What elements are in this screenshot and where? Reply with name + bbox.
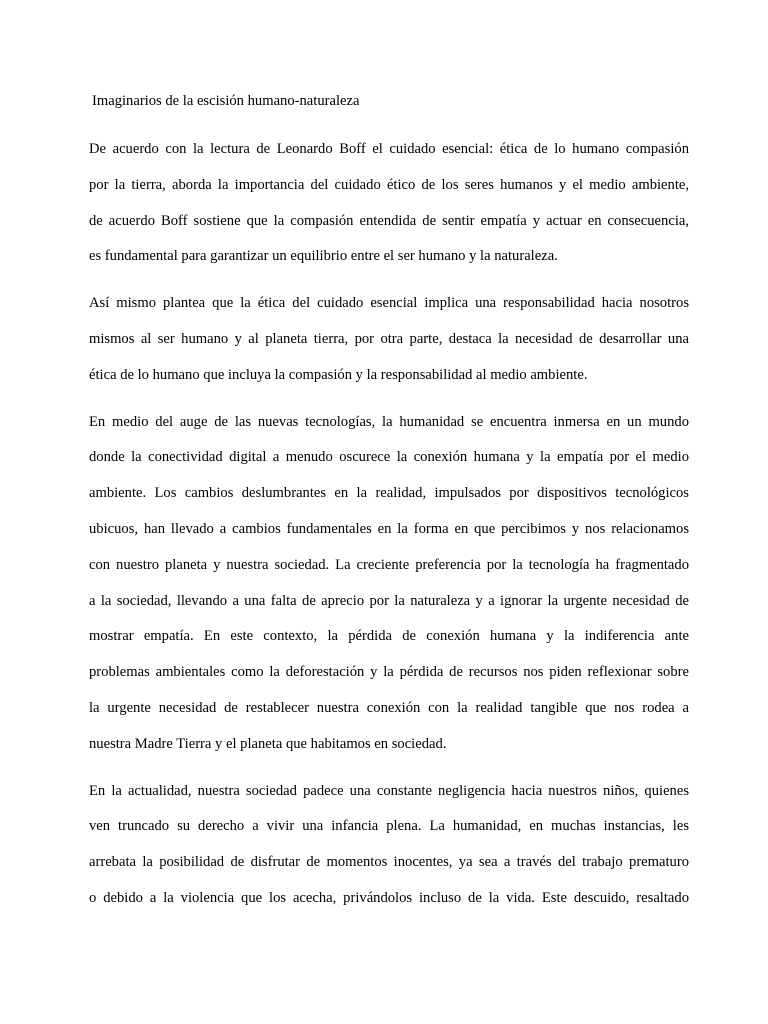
paragraph-4 — [89, 774, 689, 917]
paragraph-line: Así mismo plantea que la ética del cuidado esencial implica una responsabilidad hacia nosotros — [89, 295, 689, 312]
paragraph-line: por la tierra, aborda la importancia del cuidado ético de los seres humanos y el medio ambiente, — [89, 176, 689, 193]
paragraph-line: mostrar empatía. En este contexto, la pérdida de conexión humana y la indiferencia ante — [89, 628, 689, 645]
paragraph-line: mismos al ser humano y al planeta tierra, por otra parte, destaca la necesidad de desarrollar una — [89, 330, 689, 347]
paragraph-line: es fundamental para garantizar un equilibrio entre el ser humano y la naturaleza. — [89, 248, 558, 265]
paragraph-line: En la actualidad, nuestra sociedad padece una constante negligencia hacia nuestros niños, quienes — [89, 782, 689, 799]
document-title: Imaginarios de la escisión humano-naturaleza — [92, 93, 360, 109]
paragraph-line: ubicuos, han llevado a cambios fundamentales en la forma en que percibimos y nos relacionamos — [89, 520, 689, 537]
paragraph-line: de acuerdo Boff sostiene que la compasión entendida de sentir empatía y actuar en consecuencia, — [89, 212, 689, 229]
paragraph-line: nuestra Madre Tierra y el planeta que habitamos en sociedad. — [89, 735, 447, 752]
paragraph-line: En medio del auge de las nuevas tecnologías, la humanidad se encuentra inmersa en un mundo — [89, 413, 689, 430]
paragraph-line: ambiente. Los cambios deslumbrantes en la realidad, impulsados por dispositivos tecnológicos — [89, 485, 689, 502]
paragraph-2 — [89, 286, 689, 393]
paragraph-line: donde la conectividad digital a menudo oscurece la conexión humana y la empatía por el medio — [89, 449, 689, 466]
paragraph-line: con nuestro planeta y nuestra sociedad. La creciente preferencia por la tecnología ha fragmentado — [89, 556, 689, 573]
paragraph-line: arrebata la posibilidad de disfrutar de momentos inocentes, ya sea a través del trabajo prematuro — [89, 854, 689, 871]
paragraph-line: la urgente necesidad de restablecer nuestra conexión con la realidad tangible que nos rodea a — [89, 699, 689, 716]
paragraph-line: ven truncado su derecho a vivir una infancia plena. La humanidad, en muchas instancias, les — [89, 818, 689, 835]
paragraph-line: ética de lo humano que incluya la compasión y la responsabilidad al medio ambiente. — [89, 366, 588, 383]
paragraph-line: a la sociedad, llevando a una falta de aprecio por la naturaleza y a ignorar la urgente necesidad de — [89, 592, 689, 609]
paragraph-line: problemas ambientales como la deforestación y la pérdida de recursos nos piden reflexionar sobre — [89, 664, 689, 681]
paragraph-3 — [89, 405, 689, 763]
paragraph-1 — [89, 132, 689, 275]
paragraph-line: o debido a la violencia que los acecha, privándolos incluso de la vida. Este descuido, resaltado — [89, 889, 689, 906]
paragraph-line: De acuerdo con la lectura de Leonardo Boff el cuidado esencial: ética de lo humano compasión — [89, 141, 689, 157]
